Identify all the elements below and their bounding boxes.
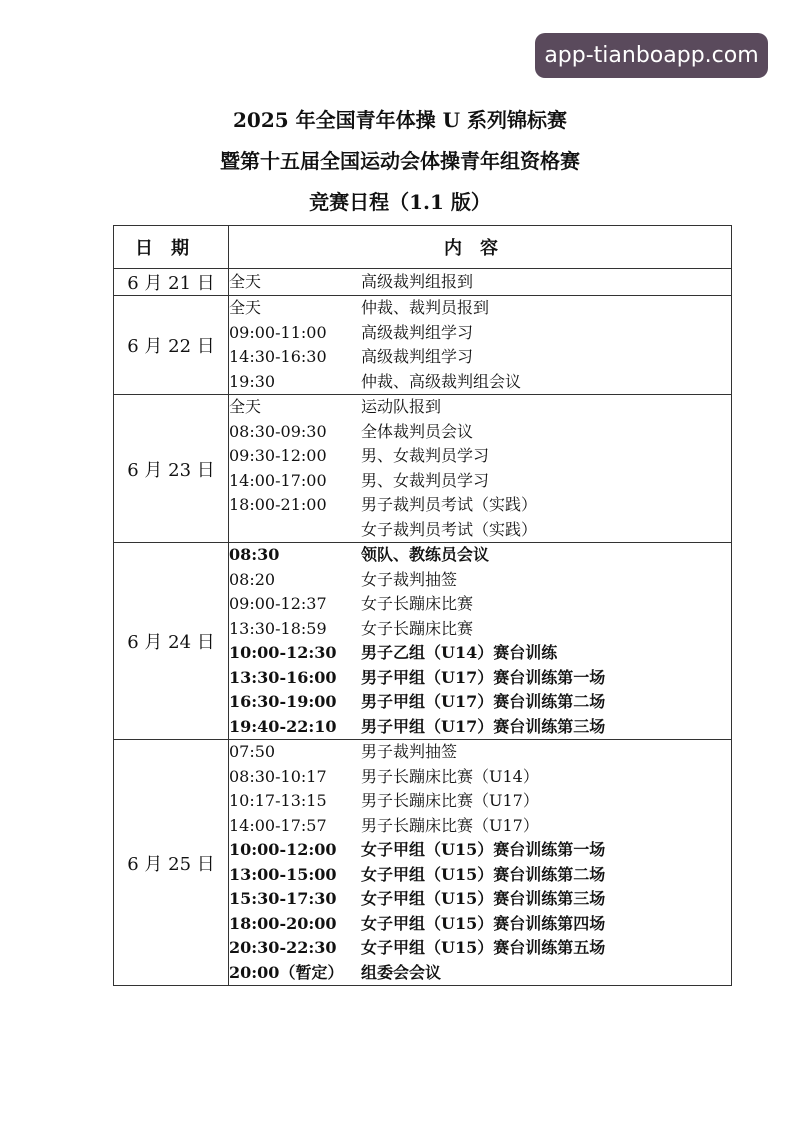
item-time: 08:30-09:30: [229, 421, 327, 441]
item-description: 女子长蹦床比赛: [361, 618, 474, 638]
day-content: [229, 269, 732, 296]
item-description: 女子长蹦床比赛: [361, 594, 474, 613]
title-line-3: 竞赛日程（1.1 版）: [309, 190, 491, 214]
item-time: 18:00-21:00: [229, 495, 327, 514]
day-content: [229, 740, 732, 986]
item-time: 10:00-12:30: [229, 643, 337, 662]
schedule-item: [229, 518, 731, 543]
item-description: 高级裁判组报到: [361, 271, 474, 291]
day-content: [229, 395, 732, 543]
schedule-item: [229, 789, 731, 814]
schedule-item: [229, 444, 731, 469]
schedule-item: [229, 420, 731, 445]
item-description: 男子甲组（U17）赛台训练第一场: [361, 667, 606, 687]
item-time: 10:17-13:15: [229, 791, 327, 810]
schedule-item: [229, 493, 731, 518]
document-title: [0, 100, 800, 223]
item-description: 领队、教练员会议: [361, 545, 490, 564]
schedule-table: [113, 225, 732, 986]
item-description: 男子乙组（U14）赛台训练: [361, 643, 558, 662]
item-description: 男子长蹦床比赛（U17）: [361, 791, 539, 810]
item-description: 男子裁判员考试（实践）: [361, 495, 538, 514]
day-row: [114, 296, 732, 395]
item-description: 组委会会议: [361, 962, 442, 982]
item-description: 女子甲组（U15）赛台训练第三场: [361, 889, 606, 908]
schedule-item: [229, 765, 731, 790]
schedule-item: [229, 863, 731, 888]
item-description: 男子长蹦床比赛（U14）: [361, 766, 539, 786]
item-time: 07:50: [229, 742, 276, 761]
schedule-item: [229, 270, 731, 295]
day-content: [229, 543, 732, 740]
item-time: 19:40-22:10: [229, 716, 337, 736]
schedule-item: [229, 936, 731, 961]
schedule-item: [229, 814, 731, 839]
schedule-item: [229, 592, 731, 617]
item-time: 08:20: [229, 569, 276, 589]
item-time: 全天: [229, 298, 262, 317]
title-line-1: 2025 年全国青年体操 U 系列锦标赛: [233, 108, 567, 132]
item-time: 09:00-12:37: [229, 594, 327, 613]
item-time: 10:00-12:00: [229, 840, 337, 859]
item-description: 仲裁、裁判员报到: [361, 298, 490, 317]
item-description: 女子甲组（U15）赛台训练第四场: [361, 913, 606, 933]
title-line-2: 暨第十五届全国运动会体操青年组资格赛: [220, 149, 580, 173]
item-time: 09:30-12:00: [229, 446, 327, 465]
schedule-item: [229, 740, 731, 765]
schedule-item: [229, 617, 731, 642]
schedule-item: [229, 887, 731, 912]
item-time: 15:30-17:30: [229, 889, 337, 908]
schedule-item: [229, 321, 731, 346]
schedule-item: [229, 568, 731, 593]
item-time: 全天: [229, 271, 262, 291]
item-description: 全体裁判员会议: [361, 421, 474, 441]
schedule-item: [229, 370, 731, 395]
day-date: 6 月 25 日: [114, 740, 229, 986]
item-time: 全天: [229, 397, 262, 416]
day-row: [114, 395, 732, 543]
item-description: 男、女裁判员学习: [361, 446, 490, 465]
item-description: 男子长蹦床比赛（U17）: [361, 815, 539, 835]
schedule-item: [229, 690, 731, 715]
item-description: 女子裁判员考试（实践）: [361, 519, 538, 539]
day-row: [114, 543, 732, 740]
item-description: 女子裁判抽签: [361, 569, 458, 589]
schedule-item: [229, 296, 731, 321]
schedule-item: [229, 543, 731, 568]
item-description: 运动队报到: [361, 397, 442, 416]
day-row: [114, 740, 732, 986]
item-description: 仲裁、高级裁判组会议: [361, 371, 522, 391]
item-time: 13:00-15:00: [229, 864, 337, 884]
day-date: 6 月 23 日: [114, 395, 229, 543]
item-time: 13:30-18:59: [229, 618, 327, 638]
item-time: 20:30-22:30: [229, 938, 337, 957]
item-time: 19:30: [229, 371, 276, 391]
schedule-item: [229, 961, 731, 986]
item-description: 男、女裁判员学习: [361, 470, 490, 490]
schedule-item: [229, 715, 731, 740]
item-time: 14:30-16:30: [229, 347, 327, 366]
table-header-row: [114, 226, 732, 269]
item-description: 男子裁判抽签: [361, 742, 458, 761]
item-description: 高级裁判组学习: [361, 347, 474, 366]
item-description: 高级裁判组学习: [361, 322, 474, 342]
item-description: 男子甲组（U17）赛台训练第三场: [361, 716, 606, 736]
schedule-item: [229, 395, 731, 420]
day-date: 6 月 22 日: [114, 296, 229, 395]
watermark-badge: app-tianboapp.com: [535, 33, 768, 78]
item-time: 08:30-10:17: [229, 766, 327, 786]
schedule-item: [229, 666, 731, 691]
item-time: 14:00-17:57: [229, 815, 327, 835]
item-time: [229, 518, 361, 543]
item-time: 18:00-20:00: [229, 913, 337, 933]
schedule-item: [229, 469, 731, 494]
item-time: 20:00（暂定）: [229, 962, 344, 982]
item-time: 16:30-19:00: [229, 692, 337, 711]
item-description: 女子甲组（U15）赛台训练第二场: [361, 864, 606, 884]
day-row: [114, 269, 732, 296]
item-time: 08:30: [229, 545, 280, 564]
schedule-body: [114, 269, 732, 986]
day-date: 6 月 21 日: [114, 269, 229, 296]
schedule-item: [229, 641, 731, 666]
item-time: 09:00-11:00: [229, 322, 327, 342]
schedule-item: [229, 912, 731, 937]
item-description: 女子甲组（U15）赛台训练第五场: [361, 938, 606, 957]
item-description: 女子甲组（U15）赛台训练第一场: [361, 840, 606, 859]
item-time: 14:00-17:00: [229, 470, 327, 490]
header-content: 内容: [229, 226, 732, 269]
header-date: 日期: [114, 226, 229, 269]
day-date: 6 月 24 日: [114, 543, 229, 740]
item-time: 13:30-16:00: [229, 667, 337, 687]
schedule-item: [229, 838, 731, 863]
day-content: [229, 296, 732, 395]
schedule-item: [229, 345, 731, 370]
item-description: 男子甲组（U17）赛台训练第二场: [361, 692, 606, 711]
